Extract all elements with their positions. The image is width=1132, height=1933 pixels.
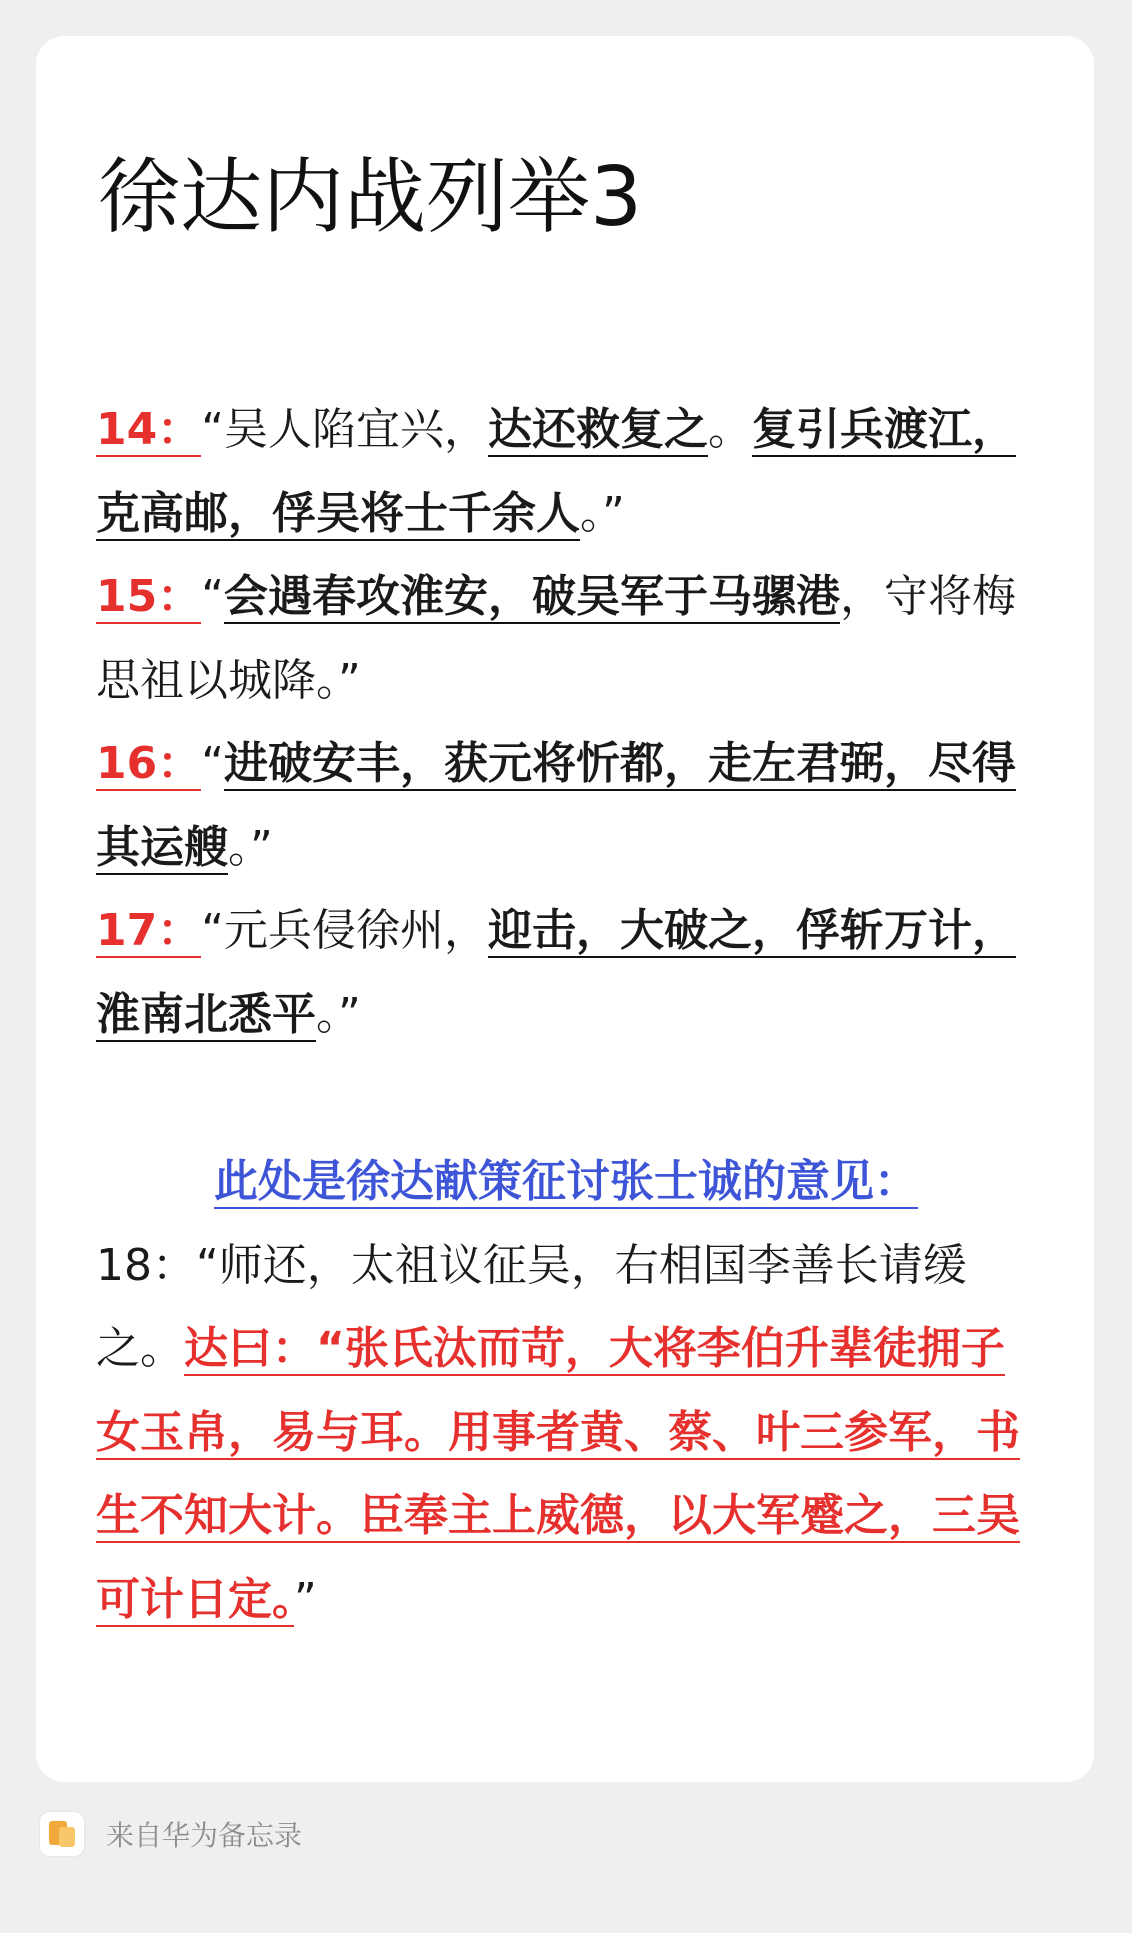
heading-text: 此处是徐达献策征讨张士诚的意见： bbox=[214, 1156, 918, 1207]
item-number: 16： bbox=[96, 738, 202, 789]
plain-text: “ bbox=[201, 738, 225, 789]
underlined-text: 复引兵渡江，克高邮，俘吴将士千余人 bbox=[96, 404, 1017, 539]
underlined-text: 迎击，大破之，俘斩万计，淮南北悉平 bbox=[96, 905, 1017, 1040]
paragraph-14 bbox=[96, 388, 1036, 555]
paragraph-16 bbox=[96, 722, 1036, 889]
underlined-text: 达还救复之 bbox=[488, 404, 709, 455]
item-number: 17： bbox=[96, 905, 202, 956]
plain-text: “ bbox=[201, 571, 225, 622]
note-title: 徐达内战列举3 bbox=[98, 150, 643, 245]
highlighted-quote: 达曰：“张氏汰而苛，大将李伯升辈徒拥子女玉帛，易与耳。用事者黄、蔡、叶三参军，书生不知大计。臣奉主上威德，以大军蹙之，三吴可计日定。 bbox=[96, 1323, 1020, 1625]
note-body bbox=[96, 388, 1036, 1641]
note-card bbox=[36, 36, 1094, 1782]
item-number: 14： bbox=[96, 404, 202, 455]
section-heading bbox=[96, 1140, 1036, 1224]
plain-text: 。” bbox=[316, 988, 361, 1040]
item-number: 15： bbox=[96, 571, 202, 622]
spacer bbox=[96, 1056, 1036, 1140]
paragraph-15 bbox=[96, 555, 1036, 722]
footer bbox=[40, 1810, 302, 1858]
plain-text: 。 bbox=[708, 404, 753, 455]
underlined-text: 会遇春攻淮安，破吴军于马骡港 bbox=[224, 571, 841, 622]
plain-text: ” bbox=[294, 1573, 317, 1625]
plain-text: 。” bbox=[580, 487, 625, 539]
underlined-text: 进破安丰，获元将忻都，走左君弼，尽得其运艘 bbox=[96, 738, 1017, 873]
plain-text: “吴人陷宜兴， bbox=[201, 404, 489, 455]
memo-app-icon bbox=[40, 1812, 84, 1856]
footer-source-text: 来自华为备忘录 bbox=[106, 1819, 303, 1852]
plain-text: “元兵侵徐州， bbox=[201, 905, 489, 956]
plain-text: 18：“师还，太祖议征吴，右相国李善长请缓之。 bbox=[96, 1239, 967, 1374]
paragraph-17 bbox=[96, 889, 1036, 1056]
plain-text: 。” bbox=[228, 821, 273, 873]
plain-text: ，守将梅思祖以城降。” bbox=[96, 571, 1017, 706]
paragraph-18 bbox=[96, 1224, 1036, 1642]
